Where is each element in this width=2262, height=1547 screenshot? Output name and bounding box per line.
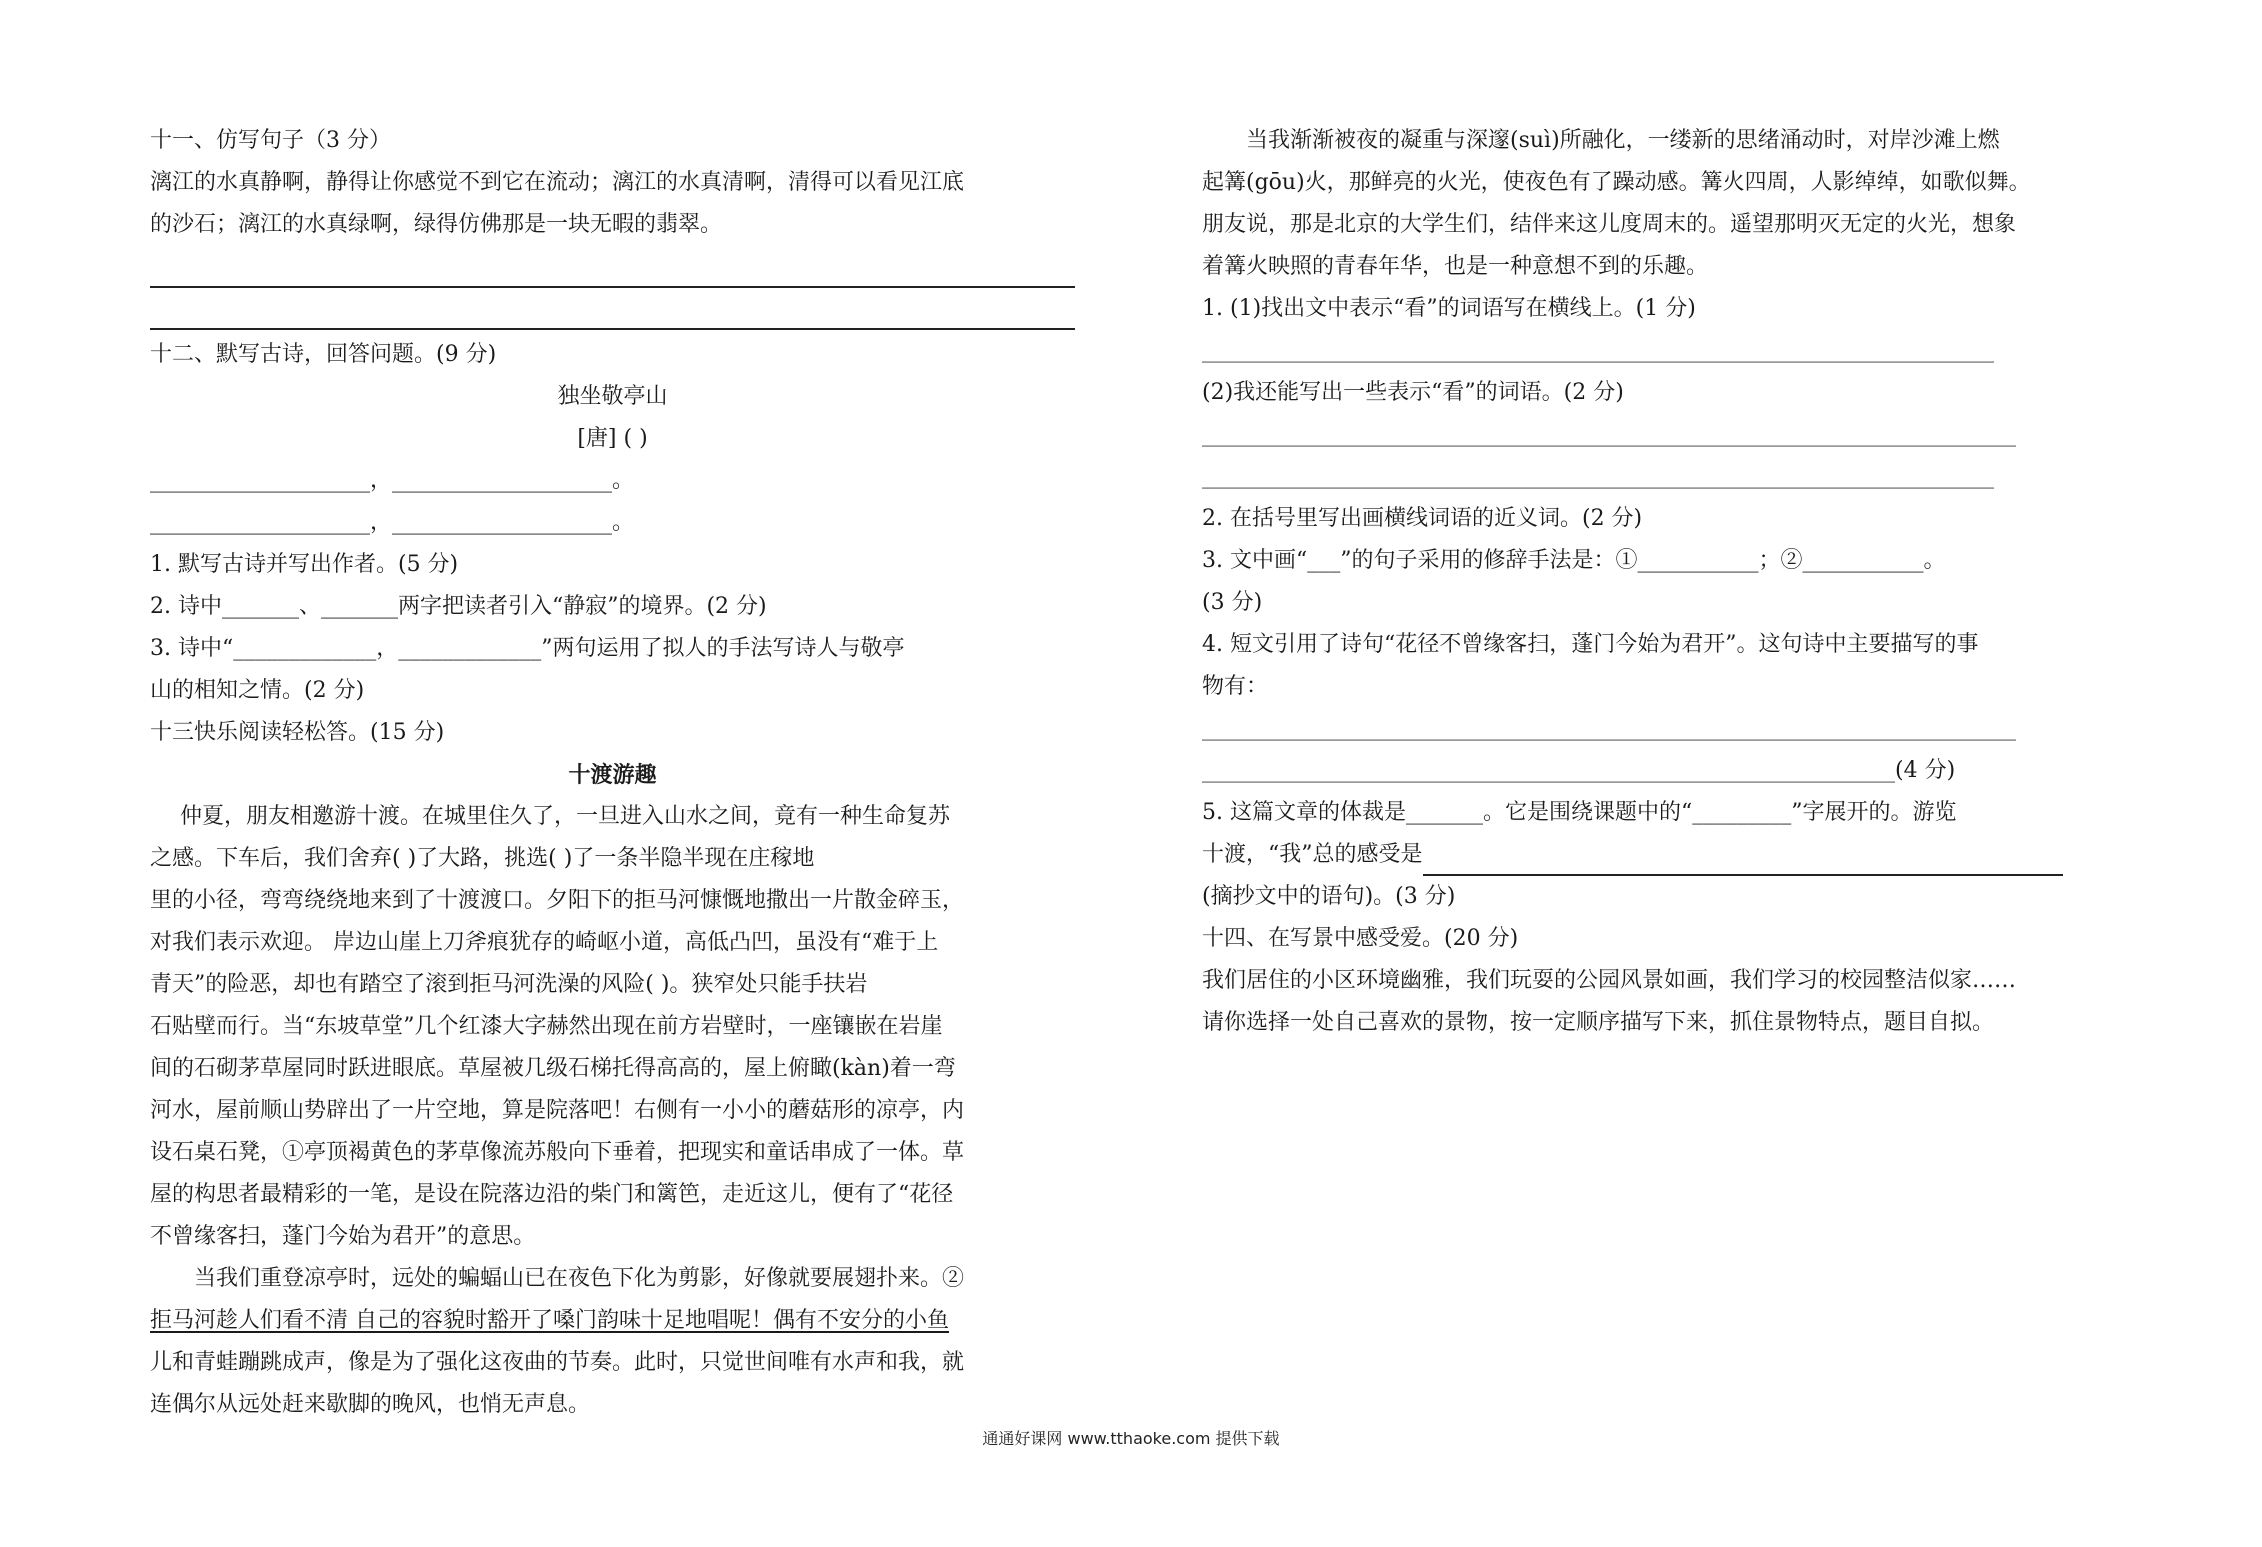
answer-line[interactable] (150, 246, 1075, 288)
question-3: 3. 文中画“___”的句子采用的修辞手法是：①___________；②___________。 (1202, 548, 1946, 573)
passage-line: 儿和青蛙蹦跳成声，像是为了强化这夜曲的节奏。此时，只觉世间唯有水声和我，就 (150, 1350, 965, 1375)
question-2: 2. 在括号里写出画横线词语的近义词。(2 分) (1202, 506, 1643, 531)
q11-title: 十一、仿写句子（3 分） (150, 128, 391, 153)
passage-line: 河水，屋前顺山势辟出了一片空地，算是院落吧！右侧有一小小的蘑菇形的凉亭，内 (150, 1098, 965, 1123)
q11-text: 漓江的水真静啊，静得让你感觉不到它在流动；漓江的水真清啊，清得可以看见江底 (150, 170, 965, 195)
passage-line: 里的小径，弯弯绕绕地来到了十渡渡口。夕阳下的拒马河慷慨地撒出一片散金碎玉， (150, 888, 965, 913)
question-1-2: (2)我还能写出一些表示“看”的词语。(2 分) (1202, 380, 1624, 405)
answer-line-with-score[interactable]: _______________________________________________________________(4 分) (1202, 758, 1956, 783)
answer-line[interactable]: __________________________________________________________________________ (1202, 422, 2016, 447)
poem-title: 独坐敬亭山 (557, 384, 668, 409)
q14-text: 我们居住的小区环境幽雅，我们玩耍的公园风景如画，我们学习的校园整洁似家…… (1202, 968, 2017, 993)
q14-text: 请你选择一处自己喜欢的景物，按一定顺序描写下来，抓住景物特点，题目自拟。 (1202, 1010, 1995, 1035)
passage-title: 十渡游趣 (568, 762, 657, 788)
passage-paragraph-3 (1202, 120, 2127, 288)
answer-line[interactable]: __________________________________________________________________________ (1202, 716, 2016, 741)
q12-2: 2. 诗中_______、_______两字把读者引入“静寂”的境界。(2 分) (150, 594, 767, 619)
answer-line[interactable]: ________________________________________________________________________ (1202, 338, 1994, 363)
answer-line[interactable] (1423, 848, 2063, 876)
question-5-row (1202, 834, 2127, 876)
question-5-text: 十渡，“我”总的感受是 (1202, 842, 1423, 867)
q12-3: 山的相知之情。(2 分) (150, 678, 365, 703)
right-column (1202, 120, 2127, 1044)
passage-line: 连偶尔从远处赶来歇脚的晚风，也悄无声息。 (150, 1392, 591, 1417)
passage-line: 仲夏，朋友相邀游十渡。在城里住久了，一旦进入山水之间，竟有一种生命复苏 (180, 804, 951, 829)
left-column (150, 120, 1075, 1426)
question-4-score: (4 分) (1895, 758, 1956, 783)
poem-blank-line[interactable]: ____________________，____________________。 (150, 510, 635, 535)
passage-line: 当我渐渐被夜的凝重与深邃(suì)所融化，一缕新的思绪涌动时，对岸沙滩上燃 (1246, 128, 2000, 153)
question-4: 物有： (1202, 674, 1269, 699)
question-1-1: 1. (1)找出文中表示“看”的词语写在横线上。(1 分) (1202, 296, 1696, 321)
q13-title: 十三快乐阅读轻松答。(15 分) (150, 720, 445, 745)
question-5: 5. 这篇文章的体裁是_______。它是围绕课题中的“_________”字展开的。游览 (1202, 800, 1957, 825)
q12-1: 1. 默写古诗并写出作者。(5 分) (150, 552, 459, 577)
passage-line-underlined: 设石桌石凳，①亭顶褐黄色的茅草像流苏般向下垂着，把现实和童话串成了一体。草 (150, 1140, 965, 1165)
passage-line: 起篝(gōu)火，那鲜亮的火光，使夜色有了躁动感。篝火四周，人影绰绰，如歌似舞。 (1202, 170, 2031, 195)
q12-3: 3. 诗中“_____________，_____________”两句运用了拟人的手法写诗人与敬亭 (150, 636, 905, 661)
q12-title: 十二、默写古诗，回答问题。(9 分) (150, 342, 497, 367)
passage-line: 着篝火映照的青春年华，也是一种意想不到的乐趣。 (1202, 254, 1709, 279)
passage-line: 石贴壁而行。当“东坡草堂”几个红漆大字赫然出现在前方岩壁时，一座镶嵌在岩崖 (150, 1014, 943, 1039)
poem-author: [唐] ( ) (577, 426, 648, 451)
question-3: (3 分) (1202, 590, 1263, 615)
passage-line: 当我们重登凉亭时，远处的蝙蝠山已在夜色下化为剪影，好像就要展翅扑来。② (194, 1266, 965, 1291)
q14-title: 十四、在写景中感受爱。(20 分) (1202, 926, 1519, 951)
question-4: 4. 短文引用了诗句“花径不曾缘客扫，蓬门今始为君开”。这句诗中主要描写的事 (1202, 632, 1979, 657)
passage-line: 不曾缘客扫，蓬门今始为君开”的意思。 (150, 1224, 536, 1249)
passage-line: 朋友说，那是北京的大学生们，结伴来这儿度周末的。遥望那明灭无定的火光，想象 (1202, 212, 2017, 237)
passage-paragraph-1 (150, 796, 1075, 1258)
passage-paragraph-2 (150, 1258, 1075, 1426)
passage-line: 之感。下车后，我们舍弃( )了大路，挑选( )了一条半隐半现在庄稼地 (150, 846, 815, 871)
passage-line: 屋的构思者最精彩的一笔，是设在院落边沿的柴门和篱笆，走近这儿，便有了“花径 (150, 1182, 954, 1207)
passage-line: 青天”的险恶，却也有踏空了滚到拒马河洗澡的风险( )。狭窄处只能手扶岩 (150, 972, 868, 997)
passage-line: 间的石砌茅草屋同时跃进眼底。草屋被几级石梯托得高高的，屋上俯瞰(kàn)着一弯 (150, 1056, 956, 1081)
poem-blank-line[interactable]: ____________________，____________________。 (150, 468, 635, 493)
passage-line-underlined: 拒马河趁人们看不清 自己的容貌时豁开了嗓门韵味十足地唱呢！偶有不安分的小鱼 (150, 1308, 949, 1333)
answer-line[interactable]: ________________________________________________________________________ (1202, 464, 1994, 489)
answer-line[interactable] (150, 288, 1075, 330)
passage-line: 对我们表示欢迎。 岸边山崖上刀斧痕犹存的崎岖小道，高低凸凹，虽没有“难于上 (150, 930, 939, 955)
q11-text: 的沙石；漓江的水真绿啊，绿得仿佛那是一块无暇的翡翠。 (150, 212, 723, 237)
question-5: (摘抄文中的语句)。(3 分) (1202, 884, 1456, 909)
footer-credit: 通通好课网 www.tthaoke.com 提供下载 (982, 1429, 1280, 1448)
